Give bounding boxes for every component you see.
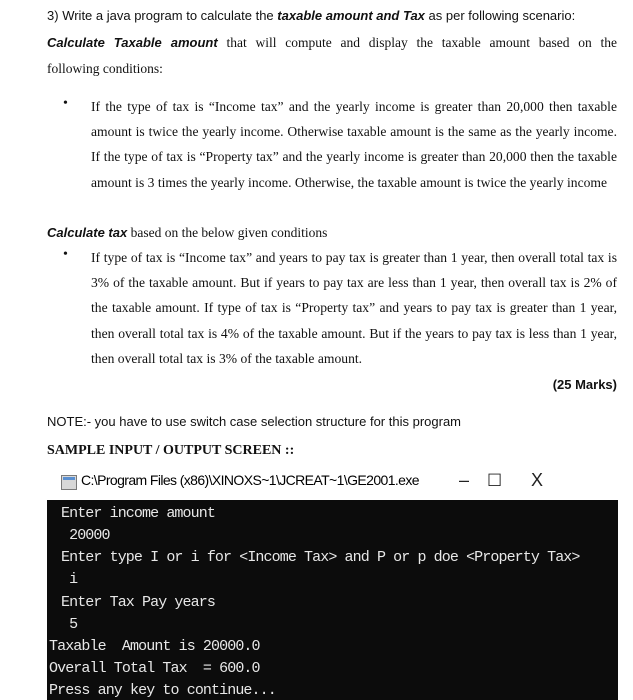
taxable-conditions: If the type of tax is “Income tax” and the yearly income is greater than 20,000 then taxable amount is twice the yearly income. Otherwise taxable amount is the same as the yearly income. If the type of tax is “Property tax” and the yearly income is greater than 20,000 then the taxable amount is 3 times the yearly income. Otherwise, the taxable amount is twice the yearly income: [91, 99, 617, 190]
tax-heading-rest: based on the below given conditions: [130, 225, 328, 240]
note-text: NOTE:- you have to use switch case selection structure for this program: [47, 414, 462, 429]
maximize-icon[interactable]: ☐: [487, 471, 503, 490]
close-icon[interactable]: X: [531, 470, 544, 490]
console-line: Press any key to continue...: [49, 682, 276, 699]
console-line: Taxable Amount is 20000.0: [49, 638, 260, 655]
console-line: Overall Total Tax = 600.0: [49, 660, 260, 677]
question-bold: taxable amount and Tax: [277, 8, 425, 23]
question-intro: Write a java program to calculate the: [62, 8, 274, 23]
tax-conditions: If type of tax is “Income tax” and years to pay tax is greater than 1 year, then overall total tax is 3% of the taxable amount. But if years to pay tax are less than 1 year, then overall tax is 2% of the taxable amount. If type of tax is “Property tax” and years to pay tax is greater than 1 year, then overall total tax is 4% of the taxable amount. But if the years to pay tax is less than 1 year, then overall total tax is 3% of the taxable amount.: [91, 250, 617, 366]
marks-label: (25 Marks): [552, 377, 617, 392]
taxable-heading: [47, 35, 617, 51]
console-title-bar: [47, 466, 618, 500]
taxable-heading-cont: following conditions:: [47, 61, 163, 76]
console-app-icon: [61, 475, 77, 490]
question-outro: as per following scenario:: [428, 8, 576, 23]
taxable-heading-rest: that will compute and display the taxable amount based on the: [226, 35, 617, 50]
console-output: [47, 500, 618, 700]
console-line: 20000: [61, 527, 110, 544]
tax-heading: [47, 225, 327, 241]
tax-heading-label: Calculate tax: [47, 225, 128, 240]
console-line: Enter income amount: [61, 505, 215, 522]
bullet-icon: •: [63, 96, 68, 111]
bullet-icon: •: [63, 247, 68, 262]
console-line: i: [61, 571, 78, 588]
sample-heading: SAMPLE INPUT / OUTPUT SCREEN ::: [47, 443, 295, 458]
question-title: [47, 8, 575, 23]
console-line: 5: [61, 616, 78, 633]
minimize-icon[interactable]: –: [459, 470, 470, 490]
console-line: Enter Tax Pay years: [61, 594, 215, 611]
console-window-path: C:\Program Files (x86)\XINOXS~1\JCREAT~1\GE2001.exe: [81, 472, 419, 488]
question-number: 3): [47, 8, 59, 23]
console-line: Enter type I or i for <Income Tax> and P or p doe <Property Tax>: [61, 549, 580, 566]
taxable-heading-label: Calculate Taxable amount: [47, 35, 218, 50]
